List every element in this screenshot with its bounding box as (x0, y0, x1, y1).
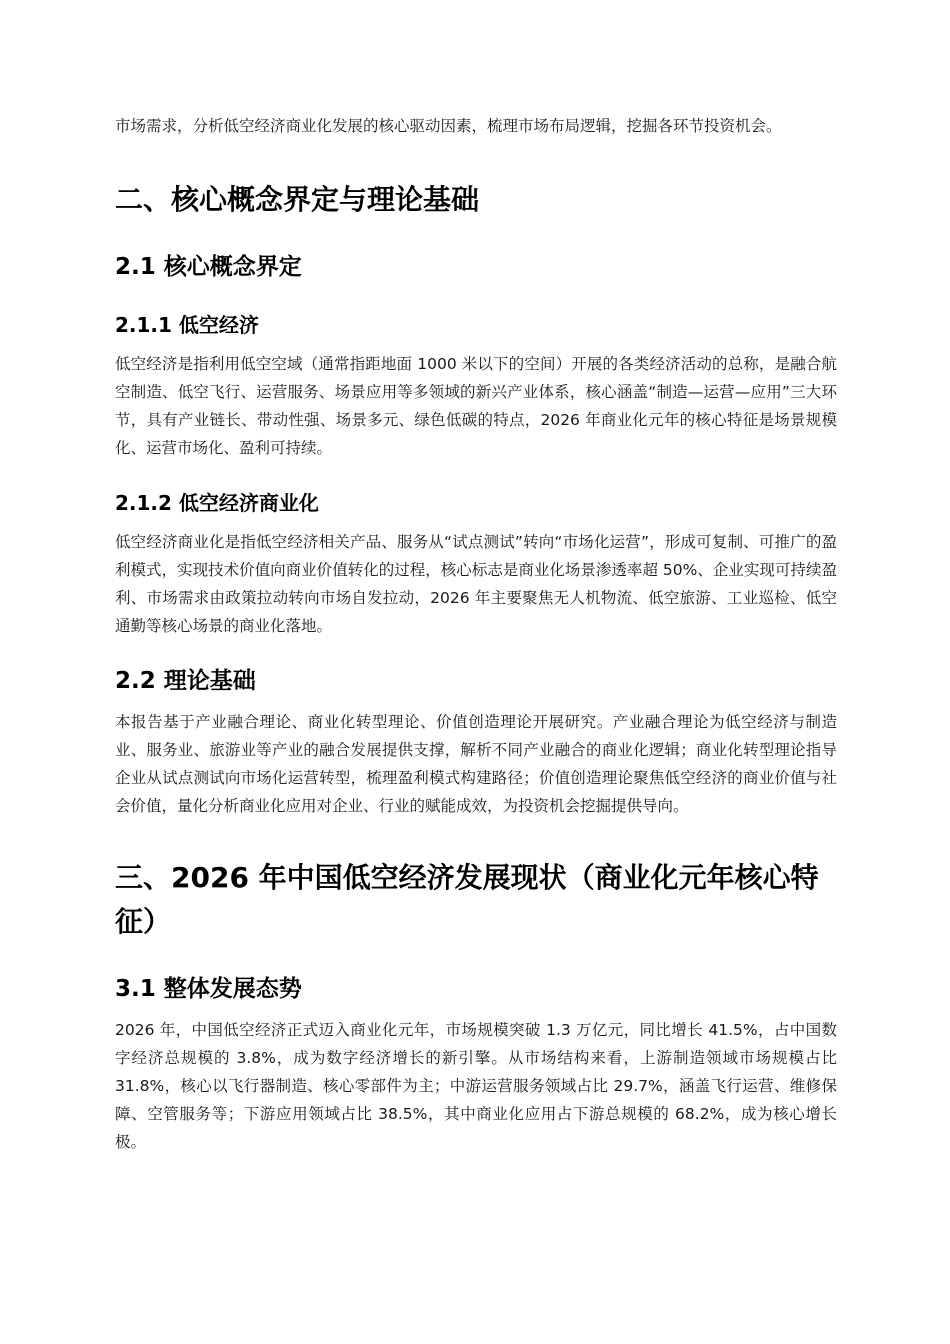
section-3-1-heading: 3.1 整体发展态势 (115, 976, 302, 1002)
section-2-1-2-heading: 2.1.2 低空经济商业化 (115, 491, 319, 515)
intro-tail-paragraph: 市场需求，分析低空经济商业化发展的核心驱动因素，梳理市场布局逻辑，挖掘各环节投资机会。 (115, 117, 782, 135)
section-3-heading: 三、2026 年中国低空经济发展现状（商业化元年核心特征） (115, 861, 819, 938)
section-2-1-1-paragraph: 低空经济是指利用低空空域（通常指距地面 1000 米以下的空间）开展的各类经济活动的总称，是融合航空制造、低空飞行、运营服务、场景应用等多领域的新兴产业体系，核心涵盖“制造—运营—应用”三大环节，具有产业链长、带动性强、场景多元、绿色低碳的特点，2026 年商业化元年的核心特征是场景规模化、运营市场化、盈利可持续。 (115, 355, 837, 457)
section-2-2-paragraph: 本报告基于产业融合理论、商业化转型理论、价值创造理论开展研究。产业融合理论为低空经济与制造业、服务业、旅游业等产业的融合发展提供支撑，解析不同产业融合的商业化逻辑；商业化转型理论指导企业从试点测试向市场化运营转型，梳理盈利模式构建路径；价值创造理论聚焦低空经济的商业价值与社会价值，量化分析商业化应用对企业、行业的赋能成效，为投资机会挖掘提供导向。 (115, 713, 837, 815)
section-2-heading: 二、核心概念界定与理论基础 (115, 183, 480, 216)
section-2-2-heading: 2.2 理论基础 (115, 668, 256, 694)
document-page (115, 112, 837, 1156)
section-3-1-paragraph: 2026 年，中国低空经济正式迈入商业化元年，市场规模突破 1.3 万亿元，同比增长 41.5%，占中国数字经济总规模的 3.8%，成为数字经济增长的新引擎。从市场结构来看，上游制造领域市场规模占比 31.8%，核心以飞行器制造、核心零部件为主；中游运营服务领域占比 29.7%，涵盖飞行运营、维修保障、空管服务等；下游应用领域占比 38.5%，其中商业化应用占下游总规模的 68.2%，成为核心增长极。 (115, 1021, 837, 1151)
section-2-1-1-heading: 2.1.1 低空经济 (115, 313, 259, 337)
section-2-1-heading: 2.1 核心概念界定 (115, 254, 302, 280)
section-2-1-2-paragraph: 低空经济商业化是指低空经济相关产品、服务从“试点测试”转向“市场化运营”，形成可复制、可推广的盈利模式，实现技术价值向商业价值转化的过程，核心标志是商业化场景渗透率超 50%、企业实现可持续盈利、市场需求由政策拉动转向市场自发拉动，2026 年主要聚焦无人机物流、低空旅游、工业巡检、低空通勤等核心场景的商业化落地。 (115, 533, 837, 635)
